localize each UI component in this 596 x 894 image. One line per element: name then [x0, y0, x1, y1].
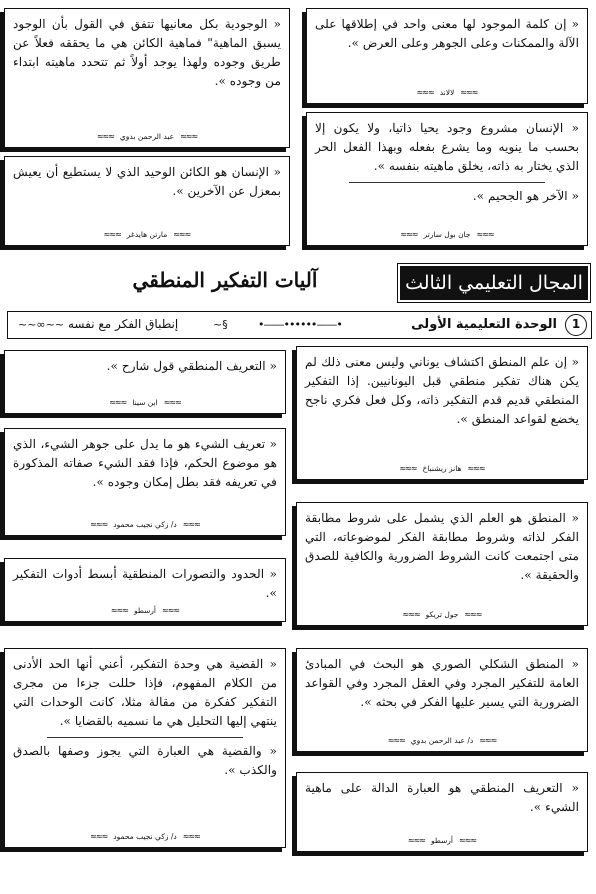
quote-card-badawi: [4, 8, 290, 148]
quote-subtext: « والقضية هي العبارة التي يجوز وصفها بالصدق والكذب ».: [13, 744, 277, 777]
quote-author: ≈≈≈جول تريكو≈≈≈: [402, 610, 482, 619]
domain-label-box: [400, 266, 588, 300]
quote-author: ≈≈≈هانز ريشنباخ≈≈≈: [399, 464, 485, 473]
quote-text: « تعريف الشيء هو ما يدل على جوهر الشيء، الذي هو موضوع الحكم، فإذا فقد الشيء صفاته المذكورة في تعريفه فقد بطل إمكان وجوده ».: [13, 437, 277, 489]
quote-subtext: « الآخر هو الجحيم ».: [472, 189, 579, 203]
ornament-left: ~~∞~~: [18, 318, 65, 331]
quote-card-tricot: [296, 502, 588, 626]
lesson-title: إنطباق الفكر مع نفسه: [68, 317, 179, 331]
quote-card-badawi2: [296, 648, 588, 752]
quote-card-aristotle1: [296, 772, 588, 852]
divider: [47, 737, 243, 738]
quote-text: « المنطق هو العلم الذي يشمل على شروط مطابقة الفكر لذاته وشروط مطابقة الفكر لموضوعاته، التي متى اجتمعت كانت الشروط الضرورية والكافية للصدق والحقيقة ».: [305, 511, 579, 582]
unit-number: 1: [565, 314, 587, 336]
unit-label: الوحدة التعليمية الأولى: [411, 317, 557, 332]
quote-card-ibnsina: [4, 350, 286, 414]
quote-card-mahmoud2: [4, 648, 286, 848]
topic-title: آليات التفكير المنطقي: [132, 268, 318, 292]
quote-text: « الوجودية بكل معانيها تتفق في القول بأن الوجود يسبق الماهية" فماهية الكائن هي ما يحققه فعلاً عن طريق وجوده ولهذا يوجد أولاً ثم تتحدد ماهيته ابتداء من وجوده ».: [13, 17, 281, 88]
quote-text: « التعريف المنطقي هو العبارة الدالة على ماهية الشيء ».: [305, 781, 579, 814]
ornament-dots: •——••••••——•: [258, 318, 342, 331]
quote-author: ≈≈≈عبد الرحمن بدوي≈≈≈: [96, 132, 198, 141]
quote-text: « الإنسان هو الكائن الوحيد الذي لا يستطيع أن يعيش بمعزل عن الآخرين ».: [13, 165, 281, 198]
quote-card-reichenbach: [296, 346, 588, 480]
quote-card-sartre: [306, 112, 588, 246]
quote-author: ≈≈≈د/ زكي نجيب محمود≈≈≈: [90, 832, 200, 841]
quote-author: ≈≈≈أرسطو≈≈≈: [407, 836, 477, 845]
domain-label: المجال التعليمي الثالث: [405, 272, 583, 294]
quote-author: ≈≈≈د/ عبد الرحمن بدوي≈≈≈: [387, 736, 497, 745]
quote-author: ≈≈≈ابن سينا≈≈≈: [109, 398, 181, 407]
quote-text: « القضية هي وحدة التفكير، أعني أنها الحد الأدنى من الكلام المفهوم، فإذا حللت جزءا من مجرى التفكير كفكرة من مقالة مثلا، كانت الوحدات التي ينتهي إليها التحليل هي ما نسميه بالقضايا ».: [13, 657, 277, 728]
quote-text: « إن علم المنطق اكتشاف يوناني وليس معنى ذلك لم يكن هناك تفكير منطقي قبل اليونانيين. إذا التفكير المنطقي قديم قدم التفكير ذاته، وكل فعل فكري ناجح يخضع لقواعد المنطق ».: [305, 355, 579, 426]
quote-author: ≈≈≈د/ زكي نجيب محمود≈≈≈: [90, 520, 200, 529]
unit-header: [7, 311, 592, 339]
ornament-mid: ~§: [213, 318, 228, 331]
quote-text: « إن كلمة الموجود لها معنى واحد في إطلاقها على الآلة والممكنات وعلى الجوهر وعلى العرض ».: [315, 17, 579, 50]
divider: [349, 182, 545, 183]
quote-card-mahmoud1: [4, 428, 286, 536]
quote-text: « الإنسان مشروع وجود يحيا ذاتيا، ولا يكون إلا بحسب ما ينويه وما يشرع بفعله وبهذا الفعل الحر الذي يختار به ذاته، يخلق ماهيته بنفسه ».: [315, 121, 579, 173]
quote-text: « المنطق الشكلي الصوري هو البحث في المبادئ العامة للتفكير المجرد وفي العقل المجرد وفي القواعد الضرورية التي يسير عليها الفكر في بحثه ».: [305, 657, 579, 709]
quote-text: « الحدود والتصورات المنطقية أبسط أدوات التفكير ».: [13, 567, 277, 600]
quote-text: « التعريف المنطقي قول شارح ».: [106, 359, 277, 373]
quote-author: ≈≈≈جان بول سارتر≈≈≈: [400, 230, 494, 239]
quote-author: ≈≈≈أرسطو≈≈≈: [110, 606, 180, 615]
quote-card-lalande: [306, 8, 588, 104]
quote-author: ≈≈≈مارتن هايدغر≈≈≈: [103, 230, 191, 239]
quote-card-aristotle2: [4, 558, 286, 622]
quote-author: ≈≈≈لالاند≈≈≈: [416, 88, 478, 97]
quote-card-heidegger: [4, 156, 290, 246]
